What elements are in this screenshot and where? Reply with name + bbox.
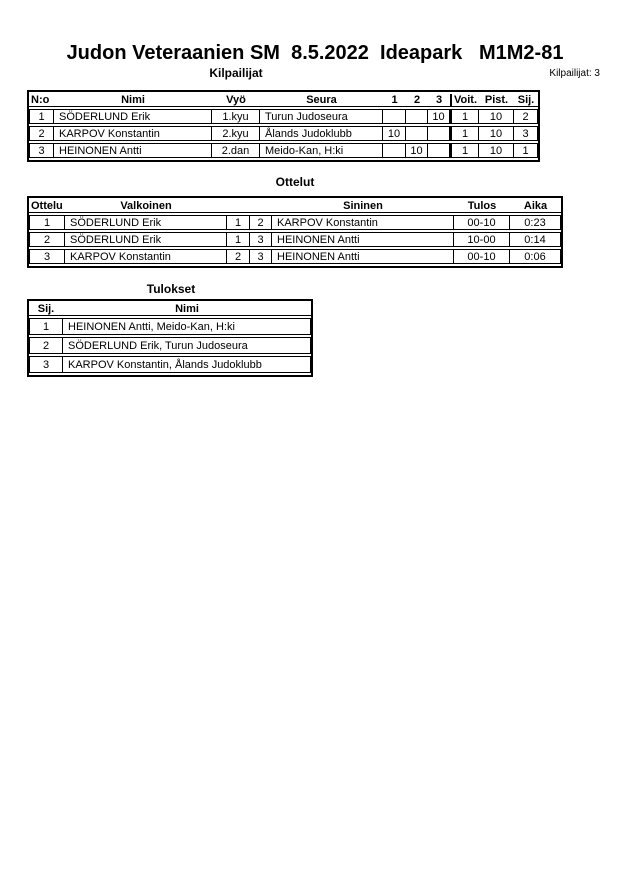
cell-no: 2: [29, 126, 54, 141]
cell-white-no: 2: [227, 249, 250, 264]
col-header-blue: Sininen: [272, 200, 454, 213]
cell-round3: [428, 143, 450, 158]
cell-result: 00-10: [454, 215, 510, 230]
cell-wins: 1: [450, 109, 479, 124]
competitors-section-title: Kilpailijat: [209, 66, 263, 80]
cell-name: SÖDERLUND Erik, Turun Judoseura: [63, 337, 311, 354]
cell-place: 2: [514, 109, 538, 124]
competitors-count: Kilpailijat: 3: [549, 68, 600, 79]
col-header-round1: 1: [383, 94, 406, 107]
cell-points: 10: [479, 143, 514, 158]
cell-white-no: 1: [227, 232, 250, 247]
cell-round3: 10: [428, 109, 450, 124]
cell-belt: 1.kyu: [212, 109, 260, 124]
matches-section-title: Ottelut: [275, 175, 315, 189]
cell-match-no: 1: [29, 215, 65, 230]
col-header-name: Nimi: [54, 94, 212, 107]
cell-club: Ålands Judoklubb: [260, 126, 383, 141]
col-header-round3: 3: [428, 94, 450, 107]
cell-name: KARPOV Konstantin: [54, 126, 212, 141]
table-header-row: [29, 94, 538, 107]
table-row: [29, 356, 311, 373]
cell-place: 2: [29, 337, 63, 354]
cell-name: HEINONEN Antti, Meido-Kan, H:ki: [63, 318, 311, 335]
results-section-title: Tulokset: [146, 282, 196, 296]
cell-place: 3: [29, 356, 63, 373]
cell-no: 3: [29, 143, 54, 158]
col-header-round2: 2: [406, 94, 428, 107]
cell-name: KARPOV Konstantin, Ålands Judoklubb: [63, 356, 311, 373]
cell-belt: 2.kyu: [212, 126, 260, 141]
results-table: [27, 299, 313, 377]
cell-round2: [406, 126, 428, 141]
cell-white-name: SÖDERLUND Erik: [65, 215, 227, 230]
col-header-result: Tulos: [454, 200, 510, 213]
table-row: [29, 109, 538, 124]
cell-wins: 1: [450, 126, 479, 141]
cell-place: 1: [29, 318, 63, 335]
cell-blue-name: HEINONEN Antti: [272, 232, 454, 247]
col-header-match: Ottelu: [29, 200, 65, 213]
cell-white-name: SÖDERLUND Erik: [65, 232, 227, 247]
cell-blue-no: 3: [250, 249, 272, 264]
page-title: Judon Veteraanien SM 8.5.2022 Ideapark M1M2-81: [66, 42, 564, 64]
col-header-place: Sij.: [514, 94, 538, 107]
cell-name: HEINONEN Antti: [54, 143, 212, 158]
col-header-place: Sij.: [29, 303, 63, 316]
col-header-name: Nimi: [63, 303, 311, 316]
cell-round1: 10: [383, 126, 406, 141]
cell-blue-name: KARPOV Konstantin: [272, 215, 454, 230]
cell-place: 3: [514, 126, 538, 141]
cell-wins: 1: [450, 143, 479, 158]
cell-points: 10: [479, 109, 514, 124]
cell-no: 1: [29, 109, 54, 124]
table-row: [29, 318, 311, 335]
cell-belt: 2.dan: [212, 143, 260, 158]
matches-table: [27, 196, 563, 268]
col-header-white: Valkoinen: [65, 200, 227, 213]
cell-round3: [428, 126, 450, 141]
col-header-blue-no: [250, 200, 272, 213]
cell-result: 10-00: [454, 232, 510, 247]
cell-match-no: 2: [29, 232, 65, 247]
table-row: [29, 337, 311, 354]
col-header-wins: Voit.: [450, 94, 479, 107]
col-header-belt: Vyö: [212, 94, 260, 107]
table-row: [29, 232, 561, 247]
table-row: [29, 215, 561, 230]
cell-time: 0:06: [510, 249, 561, 264]
col-header-points: Pist.: [479, 94, 514, 107]
table-row: [29, 249, 561, 264]
col-header-club: Seura: [260, 94, 383, 107]
table-row: [29, 143, 538, 158]
cell-time: 0:23: [510, 215, 561, 230]
cell-result: 00-10: [454, 249, 510, 264]
cell-points: 10: [479, 126, 514, 141]
cell-round2: 10: [406, 143, 428, 158]
table-header-row: [29, 200, 561, 213]
cell-blue-no: 2: [250, 215, 272, 230]
table-row: [29, 126, 538, 141]
cell-match-no: 3: [29, 249, 65, 264]
competitors-table: [27, 90, 540, 162]
table-header-row: [29, 303, 311, 316]
cell-round1: [383, 143, 406, 158]
cell-blue-no: 3: [250, 232, 272, 247]
col-header-time: Aika: [510, 200, 561, 213]
col-header-white-no: [227, 200, 250, 213]
cell-place: 1: [514, 143, 538, 158]
cell-round2: [406, 109, 428, 124]
col-header-no: N:o: [29, 94, 54, 107]
cell-name: SÖDERLUND Erik: [54, 109, 212, 124]
cell-round1: [383, 109, 406, 124]
cell-blue-name: HEINONEN Antti: [272, 249, 454, 264]
cell-white-no: 1: [227, 215, 250, 230]
cell-white-name: KARPOV Konstantin: [65, 249, 227, 264]
cell-club: Meido-Kan, H:ki: [260, 143, 383, 158]
cell-club: Turun Judoseura: [260, 109, 383, 124]
cell-time: 0:14: [510, 232, 561, 247]
